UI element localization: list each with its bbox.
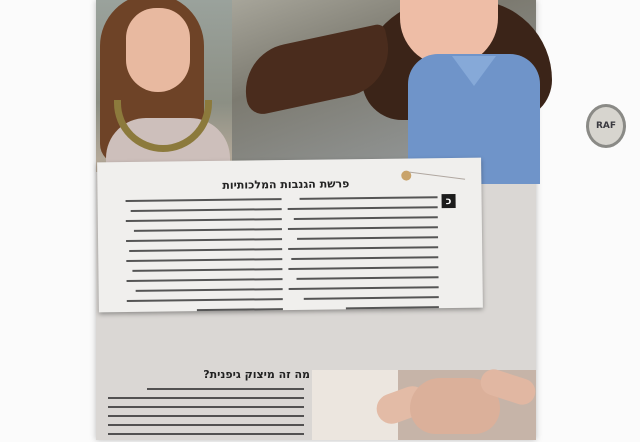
- text-line: [126, 238, 282, 242]
- text-line: [296, 276, 439, 280]
- portrait-photo-left: [96, 0, 232, 172]
- text-column-left: [126, 198, 283, 320]
- text-line: [288, 246, 438, 250]
- insert-title: פרשת הגנבות המלכותיות: [222, 177, 350, 192]
- pin-thread: [409, 172, 465, 180]
- text-line: [130, 208, 281, 212]
- text-line: [133, 268, 283, 272]
- text-line: [197, 308, 283, 311]
- text-line: [134, 228, 282, 232]
- text-line: [288, 266, 438, 270]
- text-line: [300, 196, 438, 200]
- text-line: [108, 424, 304, 426]
- article-insert-card: [97, 158, 483, 313]
- text-line: [108, 433, 304, 435]
- portrait-photo-right: [232, 0, 617, 178]
- brooch-badge: RAF: [586, 104, 626, 148]
- section-title: מה זה מיצוק גיפנית?: [203, 368, 310, 381]
- text-column-right: [288, 196, 439, 318]
- text-line: [108, 397, 304, 399]
- text-line: [108, 406, 304, 408]
- text-line: [126, 198, 282, 202]
- text-line: [294, 216, 438, 220]
- text-line: [297, 236, 438, 240]
- facial-treatment-photo: [312, 370, 536, 440]
- text-line: [126, 218, 282, 222]
- text-line: [289, 286, 439, 290]
- text-line: [147, 388, 304, 390]
- text-line: [304, 296, 439, 300]
- section-body-text: [108, 388, 304, 442]
- face-shape: [126, 8, 190, 92]
- text-line: [136, 288, 283, 292]
- text-line: [127, 298, 283, 302]
- magazine-page: [96, 0, 617, 440]
- text-line: [346, 306, 439, 309]
- text-line: [129, 248, 282, 252]
- text-line: [126, 258, 282, 262]
- text-line: [127, 278, 283, 282]
- text-line: [288, 226, 438, 230]
- text-line: [108, 415, 304, 417]
- insert-initial-badge: כ: [442, 194, 456, 208]
- text-line: [288, 206, 438, 210]
- text-line: [291, 256, 438, 260]
